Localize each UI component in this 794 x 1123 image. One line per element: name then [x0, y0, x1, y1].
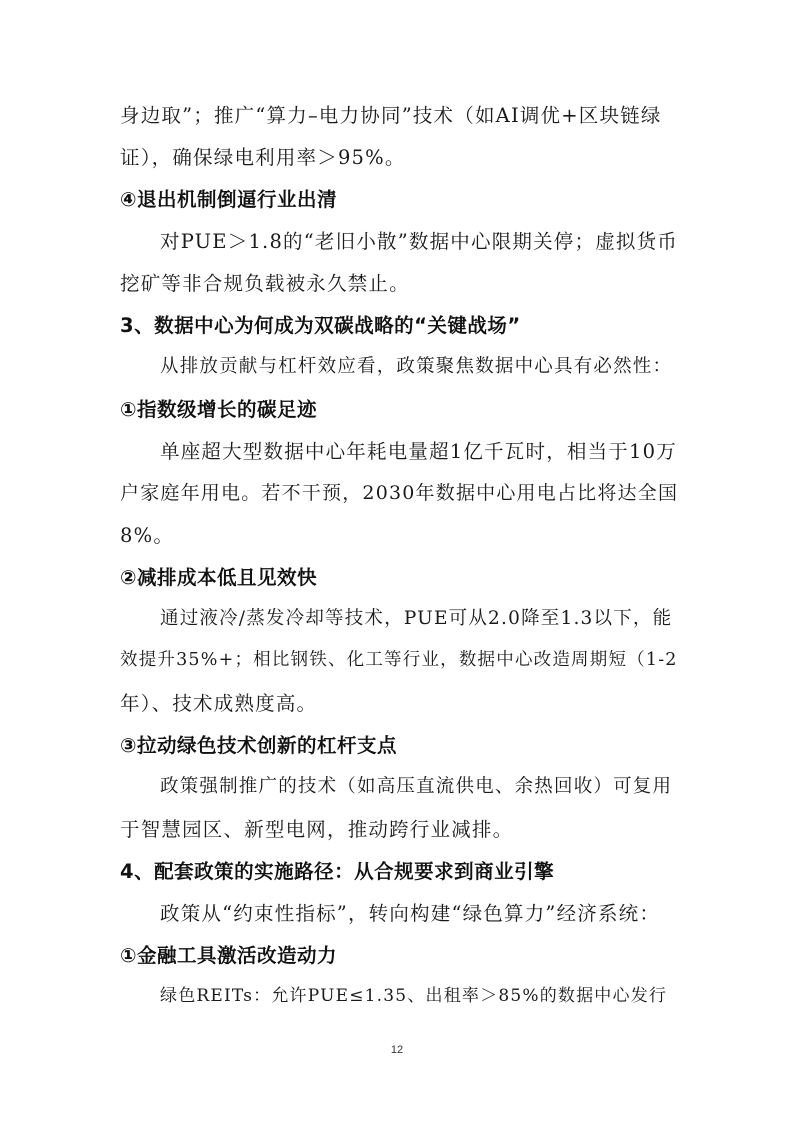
body-line: 8%。 [120, 524, 175, 547]
body-line: 户家庭年用电。若不干预，2030年数据中心用电占比将达全国 [120, 482, 679, 504]
body-line: 对PUE＞1.8的“老旧小散”数据中心限期关停；虚拟货币 [160, 230, 678, 253]
body-line: 效提升35%+；相比钢铁、化工等行业，数据中心改造周期短（1-2 [120, 650, 678, 670]
section-heading: 3、数据中心为何成为双碳战略的“关键战场” [120, 314, 521, 337]
body-line: 年）、技术成熟度高。 [120, 692, 318, 715]
body-line: 政策强制推广的技术（如高压直流供电、余热回收）可复用 [160, 776, 673, 797]
body-line: 身边取”；推广“算力–电力协同”技术（如AI调优+区块链绿 [120, 104, 662, 127]
section-heading: 4、配套政策的实施路径：从合规要求到商业引擎 [120, 860, 555, 883]
body-line: 从排放贡献与杠杆效应看，政策聚焦数据中心具有必然性： [160, 356, 673, 377]
section-heading: ④退出机制倒逼行业出清 [120, 188, 338, 211]
section-heading: ①金融工具激活改造动力 [120, 944, 338, 967]
section-heading: ①指数级增长的碳足迹 [120, 398, 318, 421]
body-line: 单座超大型数据中心年耗电量超1亿千瓦时，相当于10万 [160, 440, 677, 463]
body-line: 通过液冷/蒸发冷却等技术，PUE可从2.0降至1.3以下，能 [160, 608, 673, 629]
body-line: 政策从“约束性指标”，转向构建“绿色算力”经济系统： [160, 902, 661, 925]
body-line: 于智慧园区、新型电网，推动跨行业减排。 [120, 818, 514, 841]
section-heading: ③拉动绿色技术创新的杠杆支点 [120, 734, 398, 757]
body-line: 挖矿等非合规负载被永久禁止。 [120, 272, 410, 295]
body-line: 绿色REITs：允许PUE≤1.35、出租率＞85%的数据中心发行 [160, 986, 668, 1006]
body-line: 证），确保绿电利用率＞95%。 [120, 146, 406, 169]
section-heading: ②减排成本低且见效快 [120, 566, 318, 589]
page-number: 12 [390, 1044, 404, 1056]
